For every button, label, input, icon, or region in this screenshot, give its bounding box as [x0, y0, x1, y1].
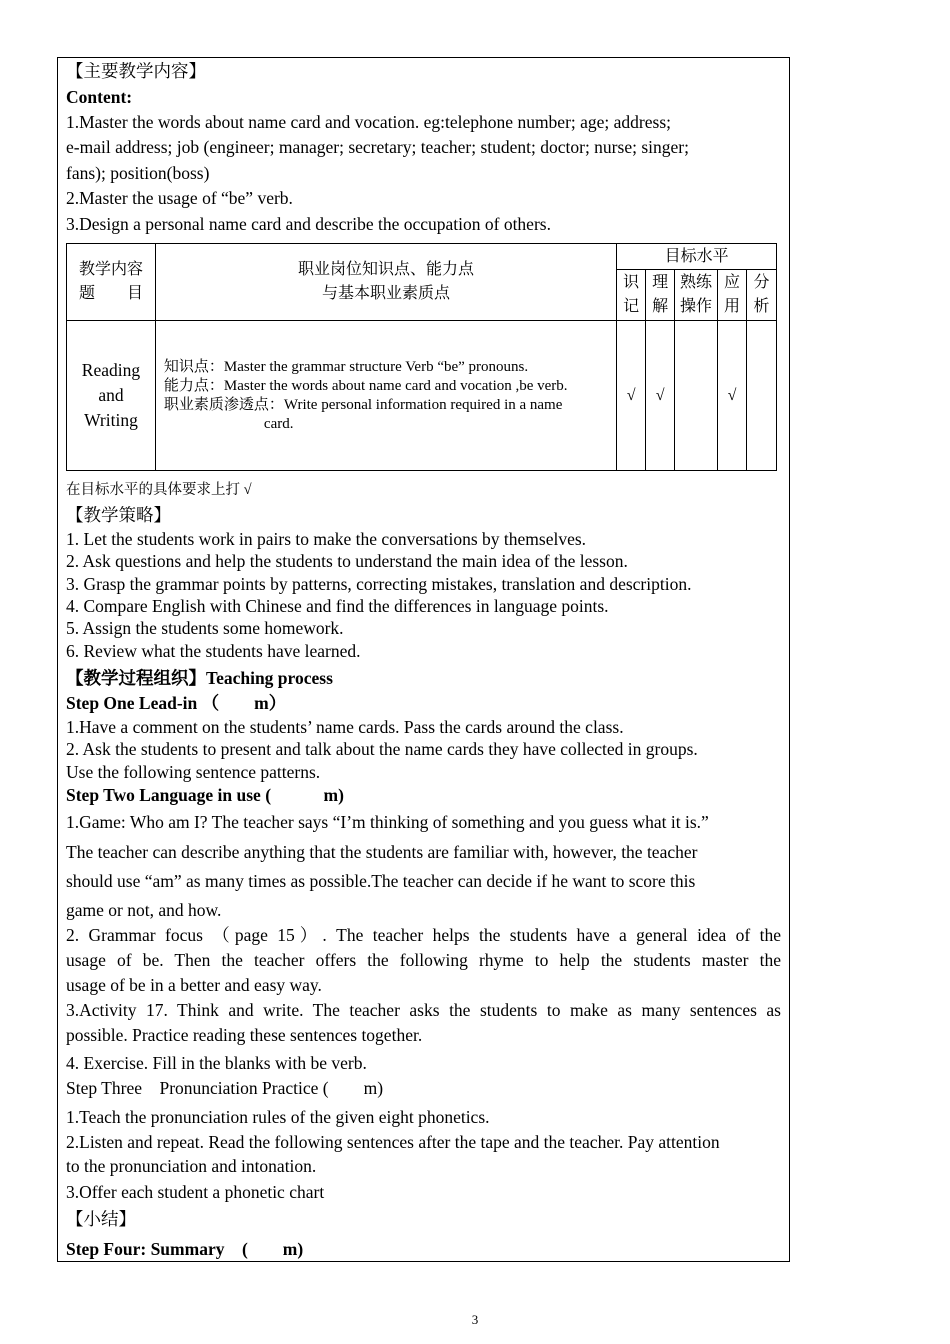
process-line: usage of be in a better and easy way. [66, 975, 322, 995]
content-line: 2.Master the usage of “be” verb. [66, 188, 293, 208]
level-understand: 理 解 [646, 270, 675, 321]
process-line: 1.Have a comment on the students’ name cards. Pass the cards around the class. [66, 717, 624, 737]
step-four-heading: Step Four: Summary ( m) [66, 1239, 304, 1259]
check-cell: √ [646, 321, 675, 471]
process-line: 3.Activity 17. Think and write. The teacher asks the students to make as many sentences as [66, 1000, 781, 1020]
process-line: 2.Listen and repeat. Read the following sentences after the tape and the teacher. Pay attention [66, 1132, 720, 1152]
level-recall: 识 记 [617, 270, 646, 321]
strategy-item: 4. Compare English with Chinese and find the differences in language points. [66, 596, 609, 616]
objectives-table [66, 243, 777, 471]
strategy-item: 1. Let the students work in pairs to make the conversations by themselves. [66, 529, 587, 549]
content-line: fans); position(boss) [66, 163, 210, 183]
section-heading-process: 【教学过程组织】Teaching process [66, 668, 333, 688]
header-points: 职业岗位知识点、能力点 与基本职业素质点 [155, 244, 616, 321]
check-cell: √ [617, 321, 646, 471]
header-topic: 教学内容 题 目 [67, 244, 156, 321]
process-line: 2. Grammar focus （page 15）. The teacher helps the students have a general idea of the [66, 925, 781, 945]
header-level: 目标水平 [617, 244, 777, 270]
content-label: Content: [66, 87, 133, 107]
process-line: possible. Practice reading these sentences together. [66, 1025, 423, 1045]
level-analyze: 分 析 [747, 270, 777, 321]
content-line: e-mail address; job (engineer; manager; secretary; teacher; student; doctor; nurse; singer; [66, 137, 689, 157]
process-line: to the pronunciation and intonation. [66, 1156, 317, 1176]
process-line: usage of be. Then the teacher offers the following rhyme to help the students master the [66, 950, 781, 970]
check-cell [747, 321, 777, 471]
row-points: 知识点：Master the grammar structure Verb “be” pronouns. 能力点：Master the words about name card and vocation ,be verb. 职业素质渗透点：Write personal information required in a name card. [155, 321, 616, 471]
check-cell [675, 321, 718, 471]
level-apply: 应 用 [718, 270, 747, 321]
strategy-item: 2. Ask questions and help the students to understand the main idea of the lesson. [66, 551, 628, 571]
section-heading-strategy: 【教学策略】 [66, 505, 171, 525]
content-line: 1.Master the words about name card and vocation. eg:telephone number; age; address; [66, 112, 672, 132]
content-line: 3.Design a personal name card and describe the occupation of others. [66, 214, 551, 234]
strategy-item: 3. Grasp the grammar points by patterns, correcting mistakes, translation and description. [66, 574, 692, 594]
step-three-heading: Step Three Pronunciation Practice ( m) [66, 1078, 384, 1098]
row-topic: Reading and Writing [67, 321, 156, 471]
section-heading-summary: 【小结】 [66, 1209, 136, 1229]
process-line: 2. Ask the students to present and talk about the name cards they have collected in groups. [66, 739, 698, 759]
process-line: 4. Exercise. Fill in the blanks with be verb. [66, 1053, 367, 1073]
step-one-heading: Step One Lead-in （ m） [66, 693, 287, 713]
strategy-item: 6. Review what the students have learned. [66, 641, 361, 661]
process-line: game or not, and how. [66, 900, 222, 920]
step-two-heading: Step Two Language in use ( m) [66, 785, 344, 805]
process-line: Use the following sentence patterns. [66, 762, 321, 782]
process-line: 1.Game: Who am I? The teacher says “I’m thinking of something and you guess what it is.” [66, 812, 709, 832]
table-note: 在目标水平的具体要求上打 √ [66, 482, 252, 498]
process-line: 1.Teach the pronunciation rules of the given eight phonetics. [66, 1107, 490, 1127]
check-cell: √ [718, 321, 747, 471]
level-practice: 熟练 操作 [675, 270, 718, 321]
page-number: 3 [471, 1312, 479, 1327]
process-line: should use “am” as many times as possible.The teacher can decide if he want to score this [66, 871, 696, 891]
section-heading-content: 【主要教学内容】 [66, 61, 206, 81]
process-line: 3.Offer each student a phonetic chart [66, 1182, 325, 1202]
process-line: The teacher can describe anything that the students are familiar with, however, the teacher [66, 842, 698, 862]
strategy-item: 5. Assign the students some homework. [66, 618, 344, 638]
